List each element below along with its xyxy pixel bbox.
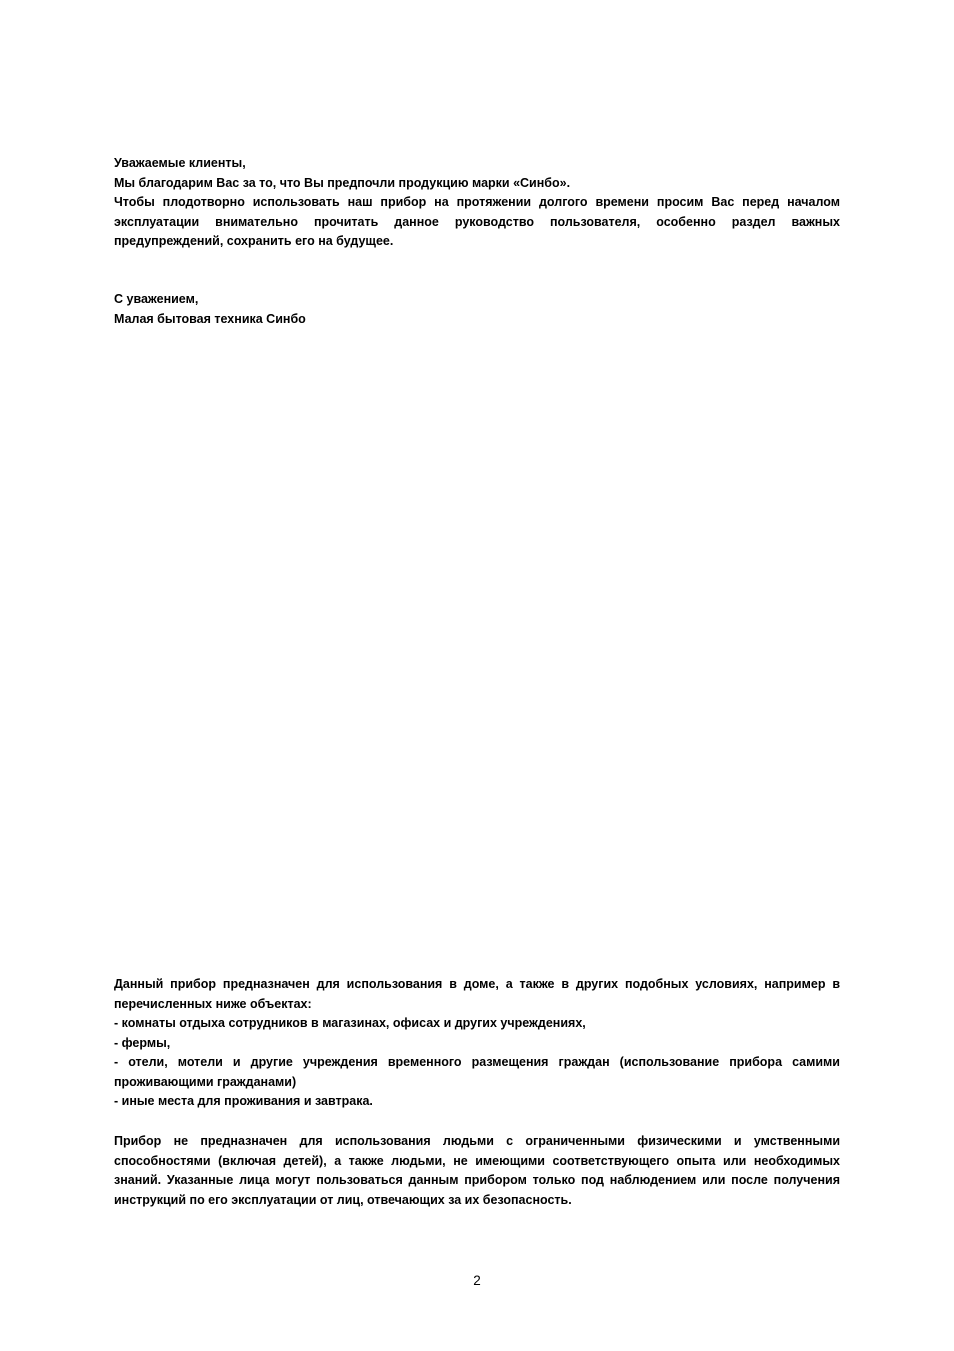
usage-list-item: - иные места для проживания и завтрака. <box>114 1094 373 1108</box>
page-number: 2 <box>473 1273 481 1288</box>
signature-line: Малая бытовая техника Синбо <box>114 311 306 326</box>
greeting: Уважаемые клиенты, <box>114 156 246 170</box>
usage-lead-paragraph: Данный прибор предназначен для использования в доме, а также в других подобных условиях, например в перечисленных ниже объектах: <box>114 977 840 1011</box>
closing-line: С уважением, <box>114 292 199 306</box>
usage-list-item: - комнаты отдыха сотрудников в магазинах, офисах и других учреждениях, <box>114 1016 586 1030</box>
restriction-paragraph: Прибор не предназначен для использования людьми с ограниченными физическими и умственными способностями (включая детей), а также людьми, не имеющими соответствующего опыта или необходимых знаний. Указанные лица могут пользоваться данным прибором только под наблюдением или после получения инструкций по его эксплуатации от лиц, отвечающих за их безопасность. <box>114 1134 840 1207</box>
usage-section <box>114 975 840 1112</box>
usage-list-item: - отели, мотели и другие учреждения временного размещения граждан (использование прибора самими проживающими гражданами) <box>114 1055 840 1089</box>
request-paragraph: Чтобы плодотворно использовать наш прибор на протяжении долгого времени просим Вас перед началом эксплуатации внимательно прочитать данное руководство пользователя, особенно раздел важных предупреждений, сохранить его на будущее. <box>114 195 840 248</box>
intro-section <box>114 154 840 252</box>
thanks-line: Мы благодарим Вас за то, что Вы предпочли продукцию марки «Синбо». <box>114 175 571 190</box>
usage-list-item: - фермы, <box>114 1035 171 1050</box>
regards-section <box>114 290 840 329</box>
restriction-section <box>114 1132 840 1210</box>
